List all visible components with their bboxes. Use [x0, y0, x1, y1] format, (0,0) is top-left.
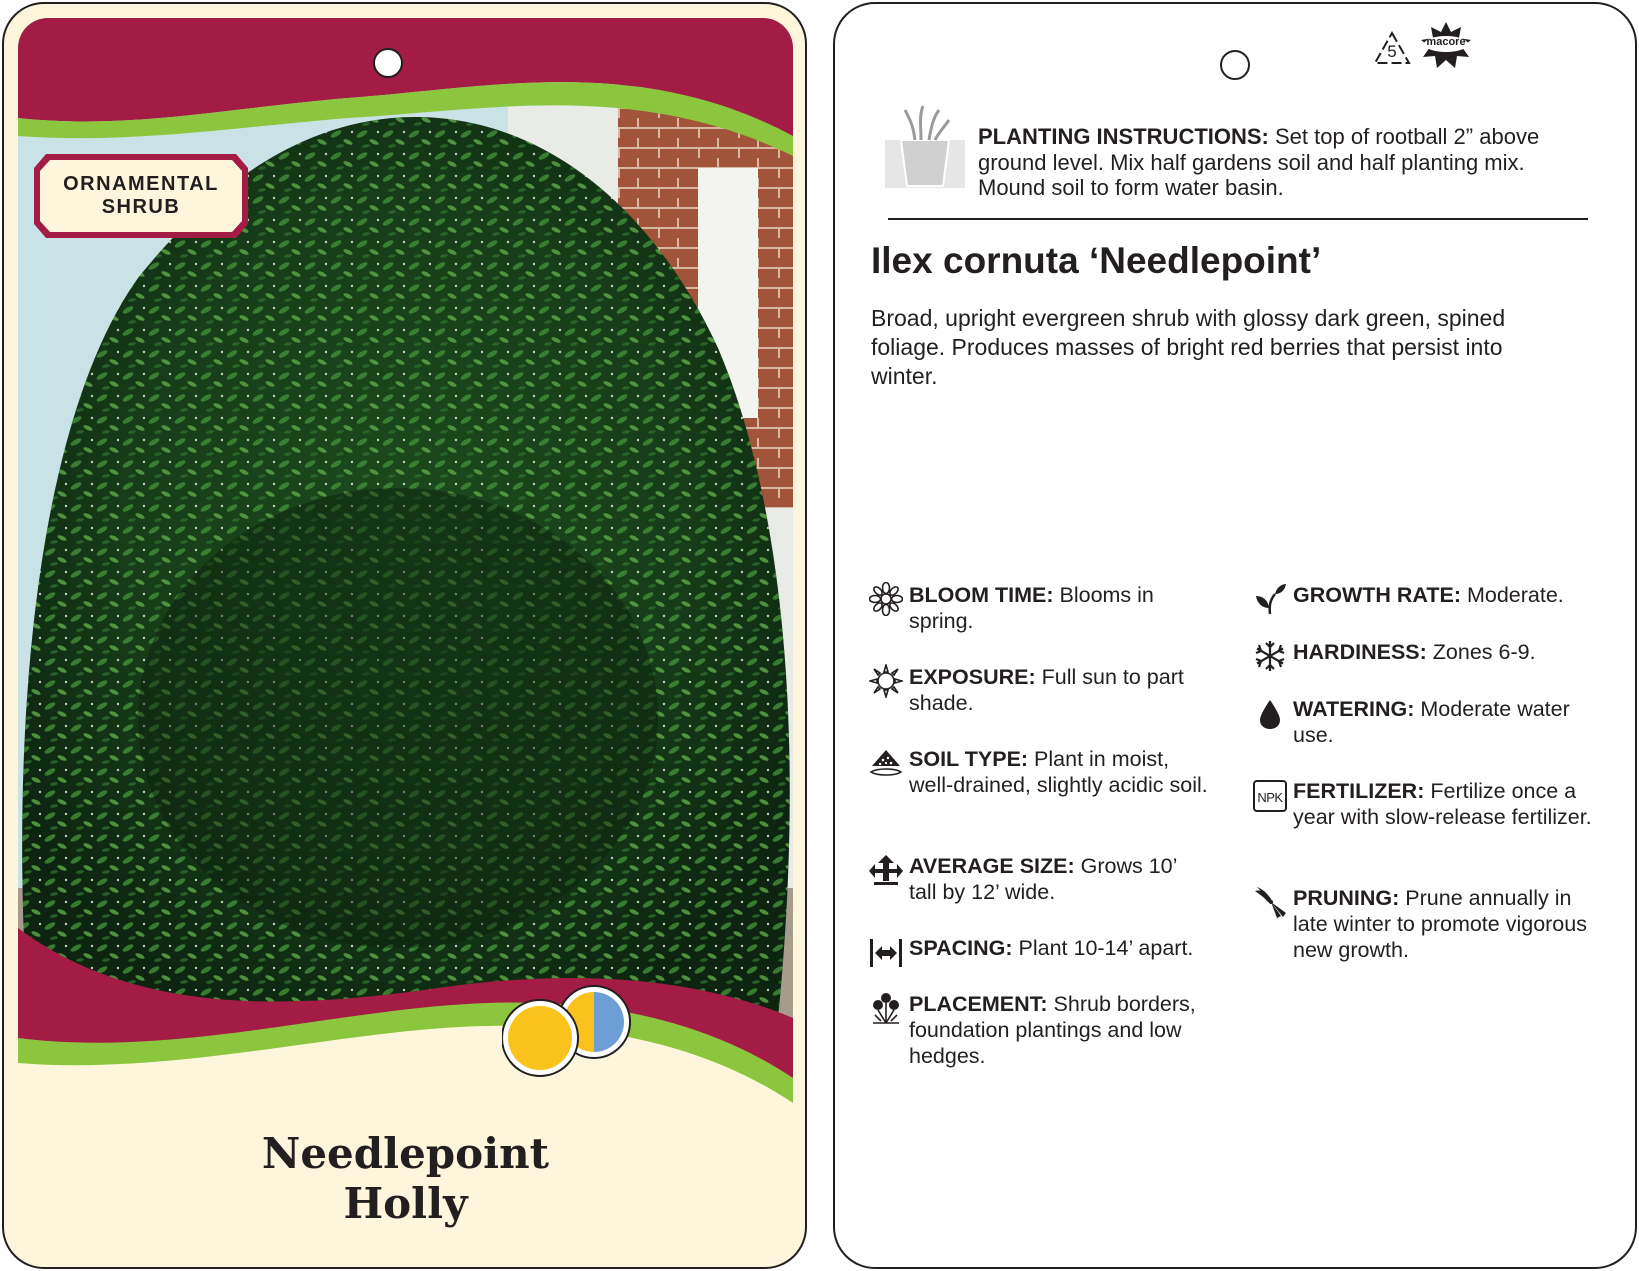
front-card: [2, 2, 807, 1269]
attr-text: Plant 10-14’ apart.: [1012, 936, 1194, 960]
attr-text: Plant in moist, well-drained, slightly acidic soil.: [909, 747, 1208, 797]
attr-label: GROWTH RATE:: [1293, 583, 1461, 607]
attr-growth-rate: [1293, 582, 1603, 608]
badge-line-1: ORNAMENTAL: [63, 173, 219, 195]
attr-label: AVERAGE SIZE:: [909, 854, 1075, 878]
sprout-icon: [1253, 582, 1287, 616]
recycle-number: 5: [1387, 42, 1397, 61]
recycle-icon: [1372, 30, 1412, 68]
npk-icon-text: NPK: [1257, 790, 1283, 805]
attr-spacing: [909, 935, 1229, 961]
attr-label: EXPOSURE:: [909, 665, 1036, 689]
divider: [888, 218, 1588, 220]
attr-text: Prune annually in late winter to promote vigorous new growth.: [1293, 886, 1587, 962]
attr-text: Grows 10’ tall by 12’ wide.: [909, 854, 1177, 904]
flower-icon: [869, 582, 903, 616]
attr-exposure: [909, 664, 1209, 716]
attr-label: WATERING:: [1293, 697, 1415, 721]
attr-placement: [909, 991, 1219, 1069]
planting-instructions: [978, 124, 1578, 201]
sun-icon: [502, 1000, 578, 1076]
attr-fertilizer: [1257, 778, 1603, 830]
attr-text: Zones 6-9.: [1426, 640, 1536, 664]
hang-hole: [373, 48, 403, 78]
placement-icon: [869, 991, 903, 1025]
attr-bloom-time: [909, 582, 1209, 634]
planting-label: PLANTING INSTRUCTIONS:: [978, 124, 1269, 149]
macore-text: macore: [1426, 36, 1466, 48]
attr-text: Blooms in spring.: [909, 583, 1154, 633]
attr-label: HARDINESS:: [1293, 640, 1427, 664]
spacing-icon: [869, 935, 903, 969]
attr-watering: [1293, 696, 1603, 748]
hang-hole: [1220, 50, 1250, 80]
badge-line-2: SHRUB: [101, 196, 181, 218]
macore-logo: [1419, 22, 1473, 68]
attr-text: Moderate.: [1461, 583, 1564, 607]
size-icon: [869, 853, 903, 887]
attr-label: SOIL TYPE:: [909, 747, 1029, 771]
back-card: [833, 2, 1637, 1269]
attr-text: Moderate water use.: [1293, 697, 1570, 747]
exposure-symbols: [502, 984, 642, 1084]
npk-icon: [1253, 780, 1287, 812]
attr-label: SPACING:: [909, 936, 1013, 960]
attr-label: FERTILIZER:: [1293, 779, 1425, 803]
attr-label: PRUNING:: [1293, 886, 1400, 910]
attr-soil-type: [909, 746, 1209, 798]
attr-average-size: [909, 853, 1209, 905]
attr-pruning: [1293, 885, 1603, 963]
attr-text: Full sun to part shade.: [909, 665, 1184, 715]
attr-label: BLOOM TIME:: [909, 583, 1054, 607]
planting-text: Set top of rootball 2” above ground level. Mix half gardens soil and half planting mix. Mound soil to form water basin.: [978, 124, 1540, 200]
category-badge: [34, 154, 248, 238]
attr-text: Shrub borders, foundation plantings and low hedges.: [909, 992, 1196, 1068]
attr-hardiness: [1293, 639, 1603, 665]
common-name-line-1: Needlepoint: [261, 1129, 550, 1178]
soil-icon: [869, 746, 903, 780]
pruners-icon: [1253, 885, 1287, 919]
attr-text: Fertilize once a year with slow-release fertilizer.: [1293, 779, 1592, 829]
sun-outline-icon: [869, 664, 903, 698]
attr-label: PLACEMENT:: [909, 992, 1048, 1016]
botanical-name: Ilex cornuta ‘Needlepoint’: [871, 240, 1322, 281]
description: Broad, upright evergreen shrub with glossy dark green, spined foliage. Produces masses of bright red berries that persist into winter.: [871, 305, 1506, 389]
common-name-line-2: Holly: [343, 1179, 468, 1228]
snowflake-icon: [1253, 639, 1287, 673]
water-drop-icon: [1253, 696, 1287, 730]
pot-icon: [885, 104, 965, 192]
